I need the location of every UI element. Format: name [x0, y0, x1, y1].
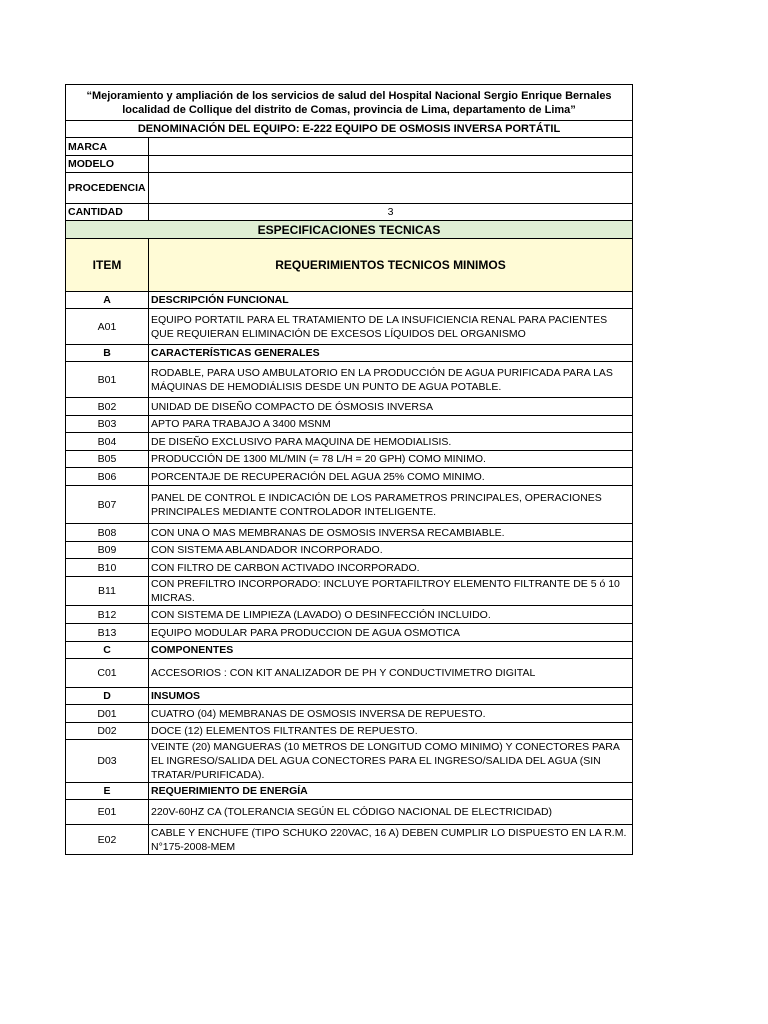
item-description: CABLE Y ENCHUFE (TIPO SCHUKO 220VAC, 16 A) DEBEN CUMPLIR LO DISPUESTO EN LA R.M. N°175-2008-MEM [149, 825, 633, 855]
item-description: CUATRO (04) MEMBRANAS DE OSMOSIS INVERSA DE REPUESTO. [149, 705, 633, 723]
table-row [66, 800, 633, 825]
item-description: EQUIPO MODULAR PARA PRODUCCION DE AGUA OSMOTICA [149, 624, 633, 642]
table-row [66, 362, 633, 398]
table-row [66, 542, 633, 559]
marca-label: MARCA [66, 138, 149, 156]
item-description: CON SISTEMA ABLANDADOR INCORPORADO. [149, 542, 633, 559]
item-code: B08 [66, 524, 149, 542]
item-code: B03 [66, 416, 149, 433]
modelo-value [149, 156, 633, 173]
item-code: C01 [66, 659, 149, 688]
item-description: EQUIPO PORTATIL PARA EL TRATAMIENTO DE LA INSUFICIENCIA RENAL PARA PACIENTES QUE REQUIERAN ELIMINACIÓN DE EXCESOS LÍQUIDOS DEL ORGANISMO [149, 309, 633, 345]
specs-title: ESPECIFICACIONES TECNICAS [66, 221, 633, 239]
item-code: B09 [66, 542, 149, 559]
item-description: VEINTE (20) MANGUERAS (10 METROS DE LONGITUD COMO MINIMO) Y CONECTORES PARA EL INGRESO/SALIDA DEL AGUA CONECTORES PARA EL INGRESO/SALIDA DEL AGUA (SIN TRATAR/PURIFICADA). [149, 740, 633, 783]
table-row [66, 783, 633, 800]
table-row [66, 606, 633, 624]
item-description: DE DISEÑO EXCLUSIVO PARA MAQUINA DE HEMODIALISIS. [149, 433, 633, 451]
table-row [66, 292, 633, 309]
modelo-label: MODELO [66, 156, 149, 173]
item-code: E02 [66, 825, 149, 855]
item-code: A01 [66, 309, 149, 345]
item-code: B04 [66, 433, 149, 451]
section-title: INSUMOS [149, 688, 633, 705]
item-code: B06 [66, 468, 149, 486]
table-row [66, 740, 633, 783]
cantidad-label: CANTIDAD [66, 204, 149, 221]
table-row [66, 642, 633, 659]
item-code: B02 [66, 398, 149, 416]
table-row [66, 309, 633, 345]
section-title: CARACTERÍSTICAS GENERALES [149, 345, 633, 362]
table-row [66, 624, 633, 642]
table-row [66, 486, 633, 524]
item-description: CON UNA O MAS MEMBRANAS DE OSMOSIS INVERSA RECAMBIABLE. [149, 524, 633, 542]
section-code: A [66, 292, 149, 309]
item-description: DOCE (12) ELEMENTOS FILTRANTES DE REPUESTO. [149, 723, 633, 740]
section-title: DESCRIPCIÓN FUNCIONAL [149, 292, 633, 309]
item-code: B07 [66, 486, 149, 524]
section-code: D [66, 688, 149, 705]
section-title: REQUERIMIENTO DE ENERGÍA [149, 783, 633, 800]
marca-value [149, 138, 633, 156]
table-row [66, 433, 633, 451]
table-row [66, 468, 633, 486]
item-code: B13 [66, 624, 149, 642]
item-code: D01 [66, 705, 149, 723]
item-description: CON PREFILTRO INCORPORADO: INCLUYE PORTAFILTROY ELEMENTO FILTRANTE DE 5 ó 10 MICRAS. [149, 577, 633, 606]
item-code: B10 [66, 559, 149, 577]
table-row [66, 659, 633, 688]
table-row [66, 345, 633, 362]
item-description: PANEL DE CONTROL E INDICACIÓN DE LOS PARAMETROS PRINCIPALES, OPERACIONES PRINCIPALES MEDIANTE CONTROLADOR INTELIGENTE. [149, 486, 633, 524]
section-code: E [66, 783, 149, 800]
item-description: 220V-60HZ CA (TOLERANCIA SEGÚN EL CÓDIGO NACIONAL DE ELECTRICIDAD) [149, 800, 633, 825]
spec-sheet-table [65, 84, 633, 855]
table-row [66, 825, 633, 855]
cantidad-value: 3 [149, 204, 633, 221]
procedencia-label: PROCEDENCIA [66, 173, 149, 204]
item-description: PORCENTAJE DE RECUPERACIÓN DEL AGUA 25% COMO MINIMO. [149, 468, 633, 486]
equipment-name: DENOMINACIÓN DEL EQUIPO: E-222 EQUIPO DE OSMOSIS INVERSA PORTÁTIL [66, 121, 633, 138]
item-code: B05 [66, 451, 149, 468]
table-row [66, 416, 633, 433]
item-code: B12 [66, 606, 149, 624]
table-row [66, 398, 633, 416]
table-row [66, 577, 633, 606]
section-code: B [66, 345, 149, 362]
section-title: COMPONENTES [149, 642, 633, 659]
item-description: ACCESORIOS : CON KIT ANALIZADOR DE PH Y CONDUCTIVIMETRO DIGITAL [149, 659, 633, 688]
procedencia-value [149, 173, 633, 204]
item-description: CON FILTRO DE CARBON ACTIVADO INCORPORADO. [149, 559, 633, 577]
item-description: PRODUCCIÓN DE 1300 ML/MIN (= 78 L/H = 20 GPH) COMO MINIMO. [149, 451, 633, 468]
column-header-requirements: REQUERIMIENTOS TECNICOS MINIMOS [149, 239, 633, 292]
table-row [66, 723, 633, 740]
section-code: C [66, 642, 149, 659]
item-code: E01 [66, 800, 149, 825]
item-code: D03 [66, 740, 149, 783]
table-row [66, 705, 633, 723]
spec-rows [66, 292, 633, 855]
item-code: D02 [66, 723, 149, 740]
table-row [66, 559, 633, 577]
column-header-item: ITEM [66, 239, 149, 292]
item-description: UNIDAD DE DISEÑO COMPACTO DE ÓSMOSIS INVERSA [149, 398, 633, 416]
item-code: B01 [66, 362, 149, 398]
item-code: B11 [66, 577, 149, 606]
table-row [66, 688, 633, 705]
table-row [66, 451, 633, 468]
item-description: CON SISTEMA DE LIMPIEZA (LAVADO) O DESINFECCIÓN INCLUIDO. [149, 606, 633, 624]
item-description: RODABLE, PARA USO AMBULATORIO EN LA PRODUCCIÓN DE AGUA PURIFICADA PARA LAS MÁQUINAS DE HEMODIÁLISIS DESDE UN PUNTO DE AGUA POTABLE. [149, 362, 633, 398]
item-description: APTO PARA TRABAJO A 3400 MSNM [149, 416, 633, 433]
document-title: “Mejoramiento y ampliación de los servicios de salud del Hospital Nacional Sergio Enrique Bernales localidad de Collique del distrito de Comas, provincia de Lima, departamento de Lima” [66, 85, 633, 121]
table-row [66, 524, 633, 542]
